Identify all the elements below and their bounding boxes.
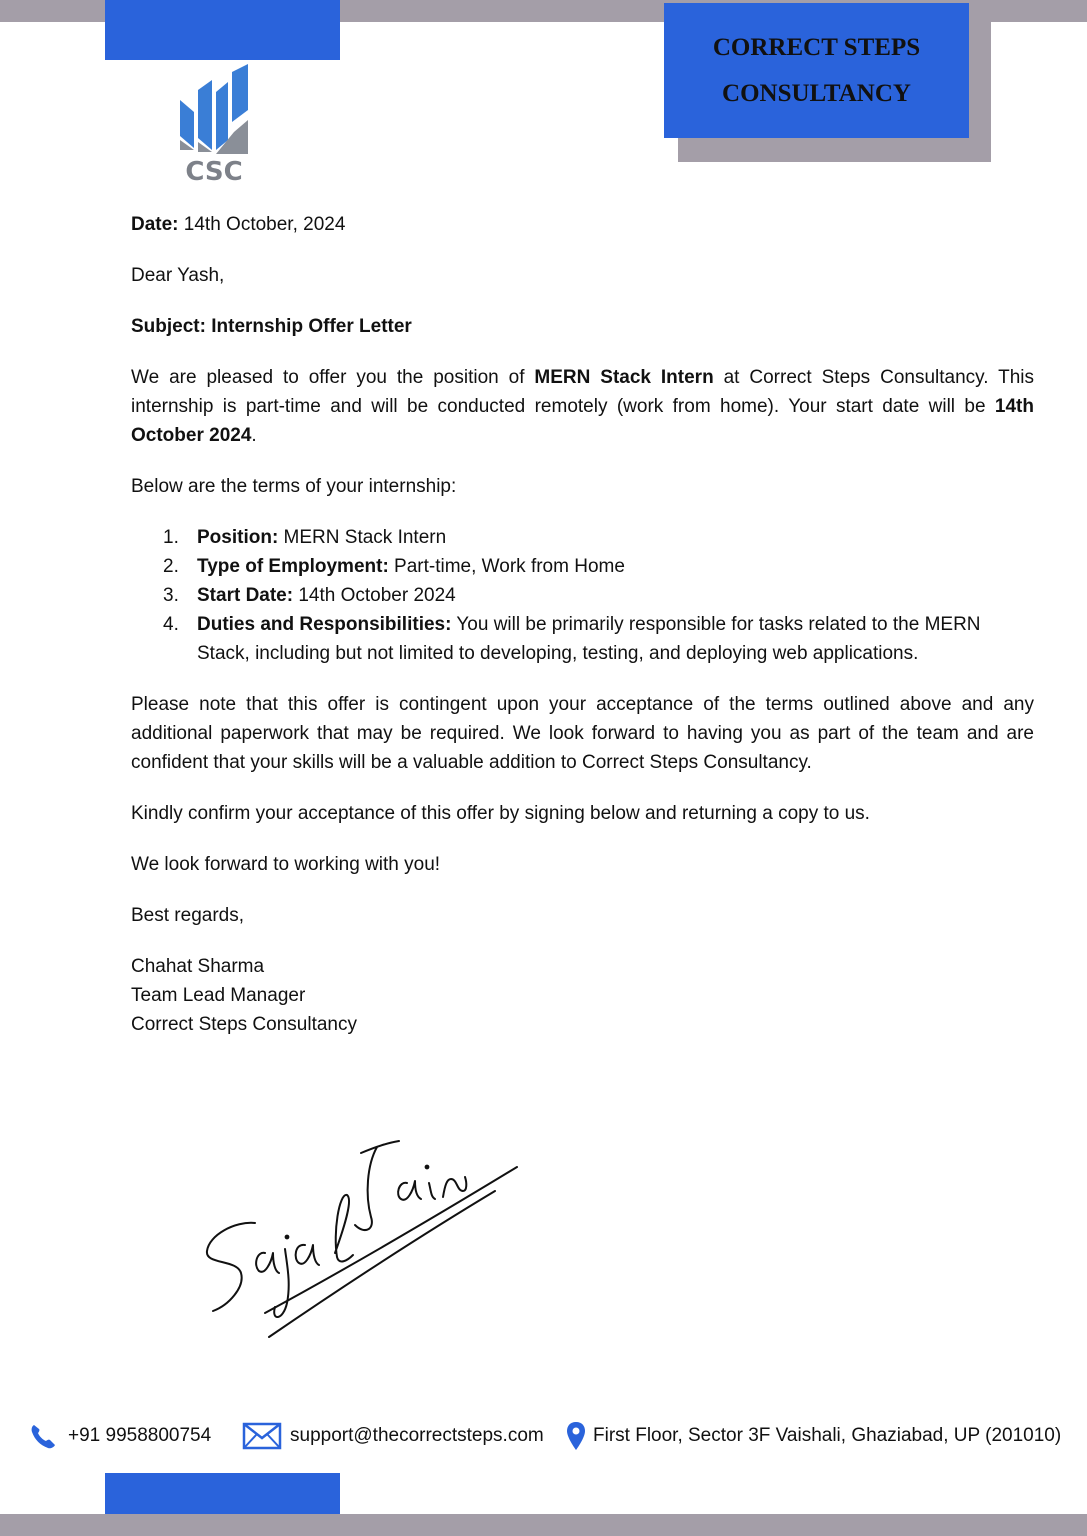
intro-position: MERN Stack Intern (534, 367, 714, 388)
phone-number[interactable]: +91 9958800754 (68, 1425, 212, 1446)
envelope-icon (242, 1422, 282, 1450)
salutation: Dear Yash, (131, 265, 225, 286)
signer-company: Correct Steps Consultancy (131, 1014, 357, 1035)
term-item (131, 610, 1034, 668)
intro-start-date: 14th October 2024 (131, 396, 1034, 446)
location-pin-icon (566, 1421, 586, 1451)
terms-list (131, 523, 1034, 668)
term-text: You will be primarily responsible for tasks related to the MERN Stack, including but not limited to developing, testing, and deploying web applications. (197, 614, 981, 664)
term-label: Duties and Responsibilities: (197, 614, 452, 635)
term-item (131, 523, 1034, 552)
date-line (131, 210, 1034, 239)
term-label: Start Date: (197, 585, 294, 606)
intro-text-3: . (251, 425, 257, 446)
term-text: 14th October 2024 (293, 585, 456, 606)
confirm-paragraph: Kindly confirm your acceptance of this offer by signing below and returning a copy to us. (131, 803, 870, 824)
signer-title: Team Lead Manager (131, 985, 306, 1006)
logo-text: CSC (185, 157, 243, 185)
csc-logo (176, 60, 256, 185)
term-number: 1. (163, 527, 179, 548)
term-label: Position: (197, 527, 279, 548)
brand-line-1: CORRECT STEPS (712, 33, 921, 61)
intro-text-2: at Correct Steps Consultancy. This internship is part-time and will be conducted remotely (work from home). Your start date will be (131, 367, 1035, 417)
date-label: Date: (131, 214, 179, 235)
term-item (131, 581, 1034, 610)
footer-email (242, 1418, 544, 1454)
subject: Subject: Internship Offer Letter (131, 316, 412, 337)
bottom-decorative-bar (0, 1514, 1087, 1536)
address-text: First Floor, Sector 3F Vaishali, Ghaziabad, UP (201010) (593, 1425, 1062, 1446)
phone-icon (28, 1421, 58, 1451)
brand-box (664, 3, 969, 138)
term-number: 4. (163, 614, 179, 635)
term-number: 3. (163, 585, 179, 606)
term-text: Part-time, Work from Home (388, 556, 625, 577)
subject-line (131, 312, 1034, 341)
contingent-paragraph: Please note that this offer is contingent upon your acceptance of the terms outlined above and any additional paperwork that may be required. We look forward to having you as part of the team and are confident that your skills will be a valuable addition to Correct Steps Consultancy. (131, 694, 1034, 773)
signer-name: Chahat Sharma (131, 956, 265, 977)
regards: Best regards, (131, 905, 244, 926)
logo-bar-3 (216, 82, 228, 150)
letter-body (131, 210, 1034, 1039)
date-value: 14th October, 2024 (178, 214, 346, 235)
footer-phone (28, 1418, 211, 1454)
term-number: 2. (163, 556, 179, 577)
brand-line-2: CONSULTANCY (722, 79, 911, 107)
contact-footer (28, 1418, 1068, 1458)
logo-bar-2 (198, 80, 212, 150)
closing-line: We look forward to working with you! (131, 854, 441, 875)
logo-bar-1 (180, 100, 194, 148)
term-label: Type of Employment: (197, 556, 389, 577)
term-item (131, 552, 1034, 581)
handwritten-signature (195, 1125, 530, 1345)
term-text: MERN Stack Intern (278, 527, 447, 548)
intro-paragraph (131, 363, 1034, 450)
email-link[interactable]: support@thecorrectsteps.com (290, 1425, 544, 1446)
logo-bar-4 (232, 64, 248, 122)
footer-address (566, 1418, 1061, 1454)
signer-block (131, 952, 1034, 1039)
intro-text-1: We are pleased to offer you the position of (131, 367, 535, 388)
top-blue-block (105, 0, 340, 60)
terms-intro: Below are the terms of your internship: (131, 476, 457, 497)
